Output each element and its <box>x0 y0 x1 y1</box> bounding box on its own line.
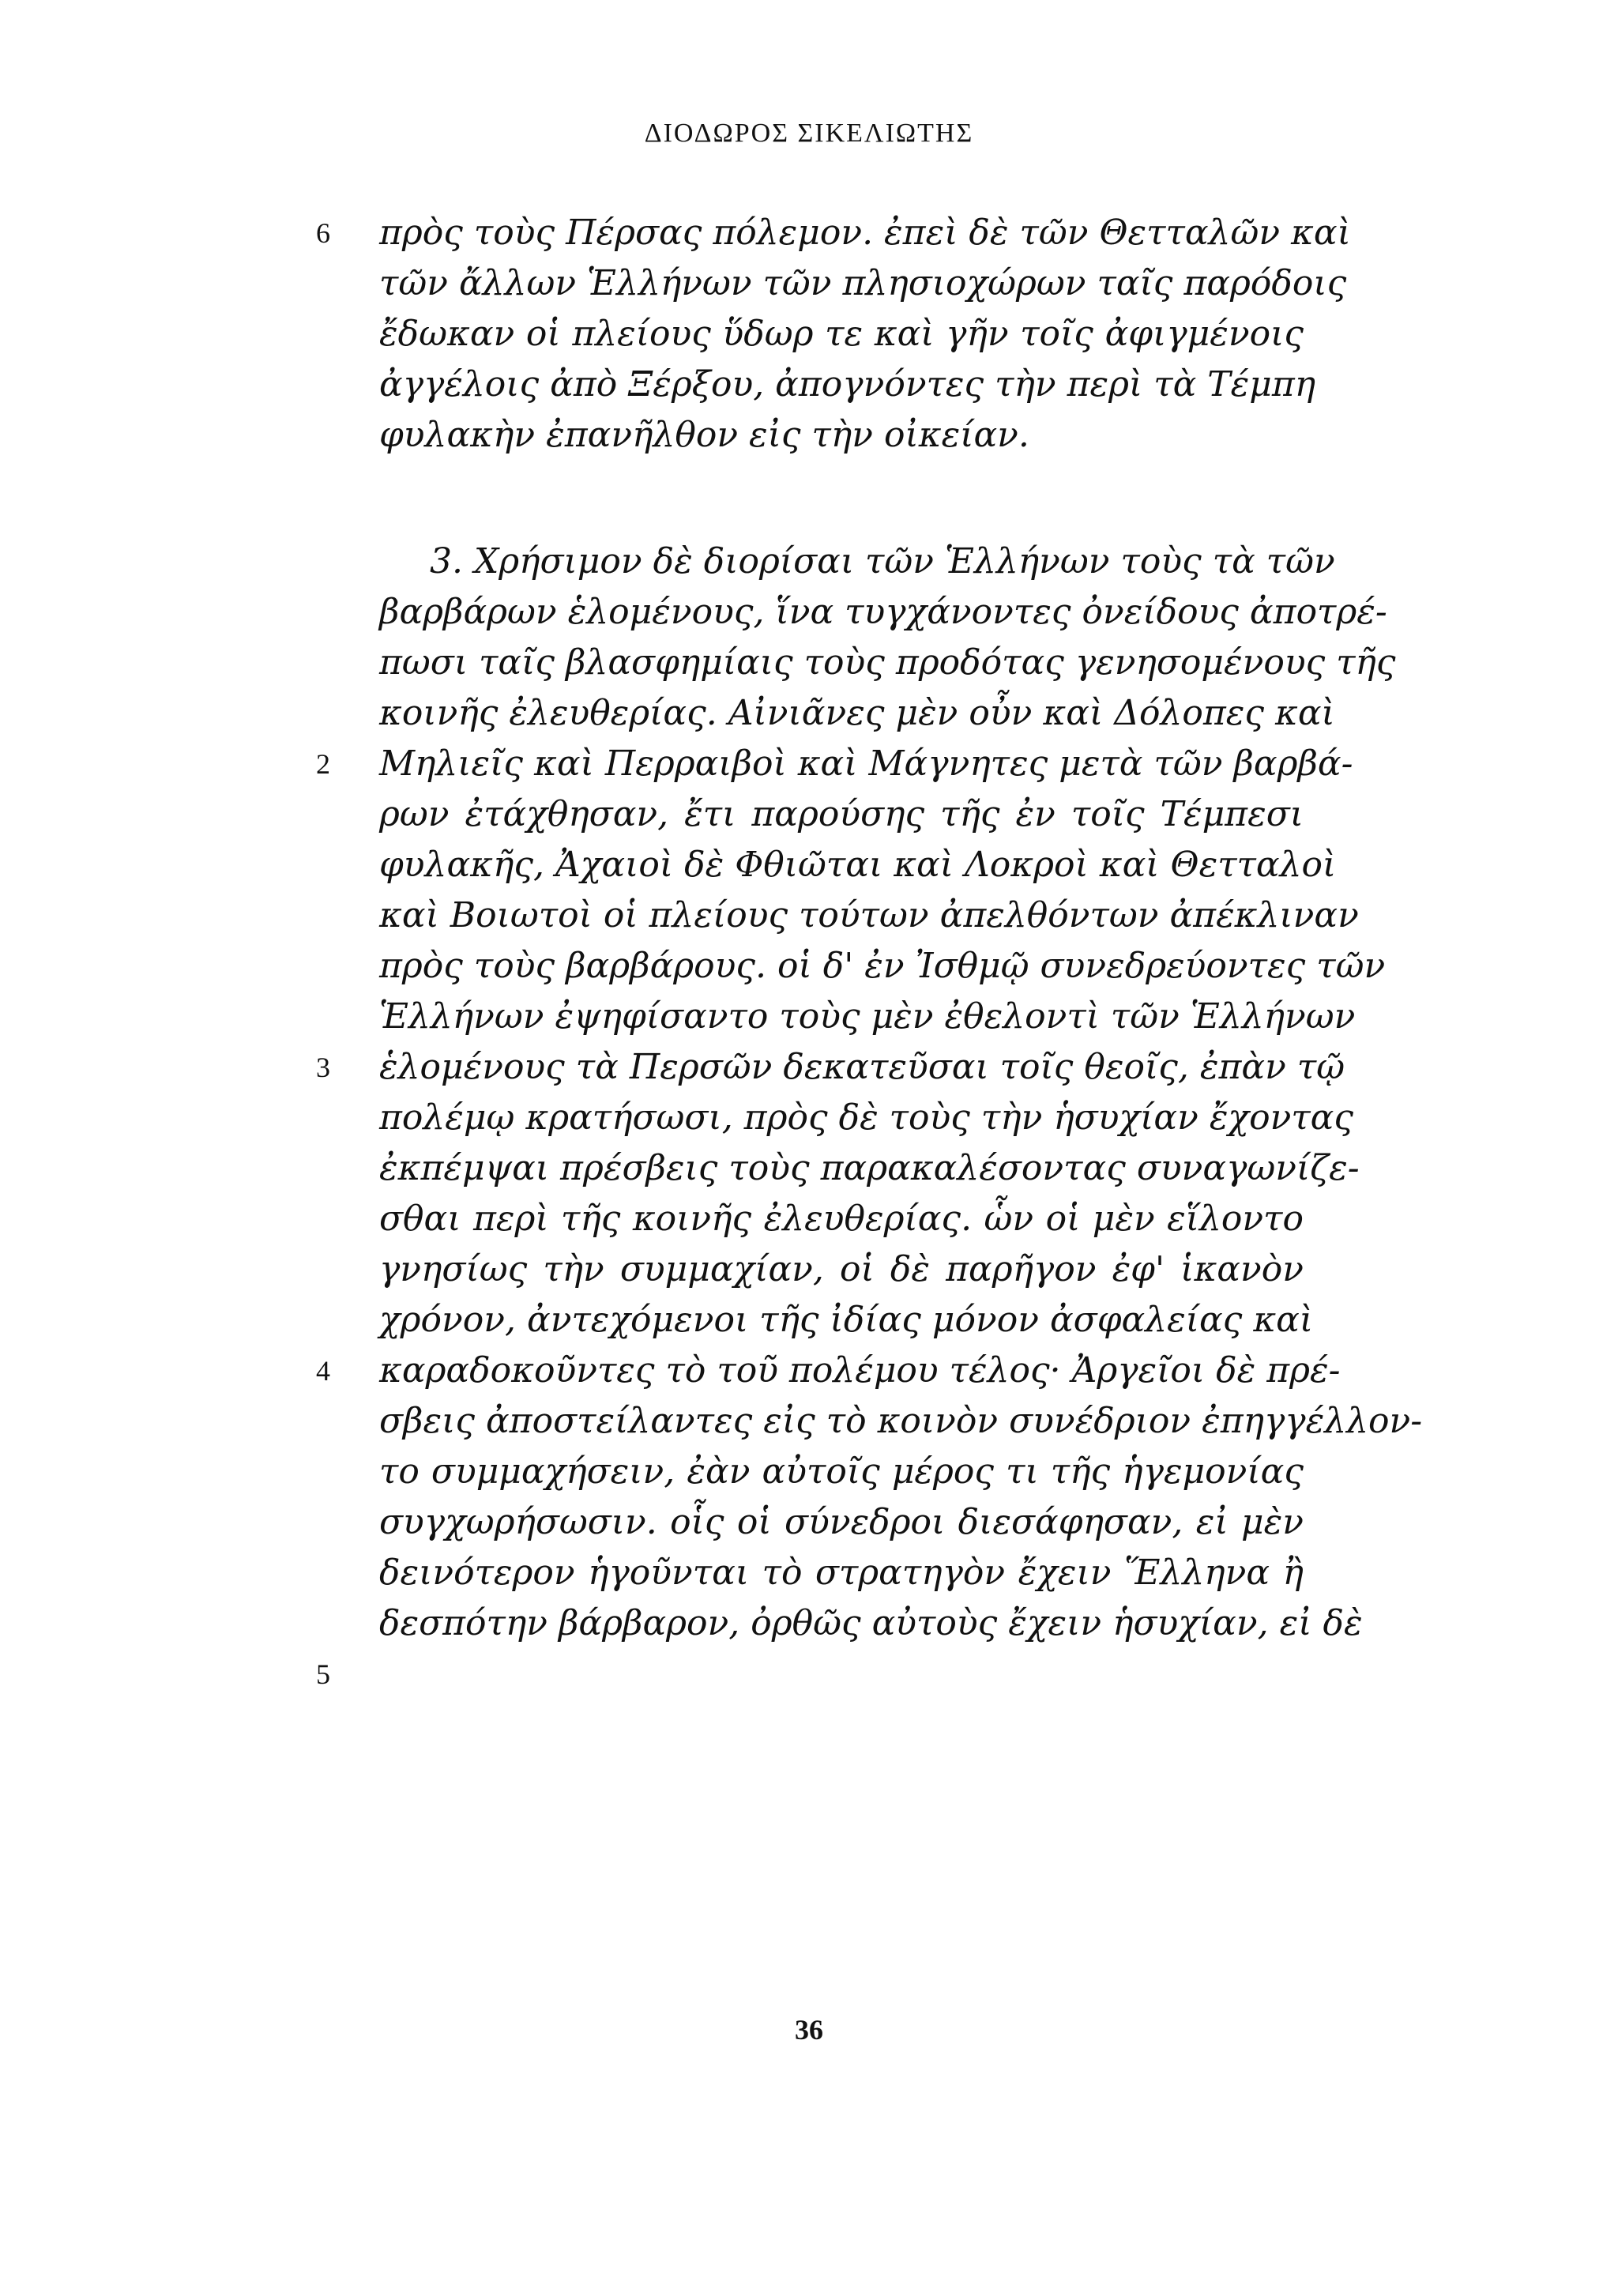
text-line: 3. Χρήσιμον δὲ διορίσαι τῶν Ἑλλήνων τοὺς τὰ τῶν <box>430 541 1335 582</box>
text-line: γνησίως τὴν συμμαχίαν, οἱ δὲ παρῆγον ἐφ' ἱκανὸν <box>379 1249 1304 1289</box>
text-line: πρὸς τοὺς Πέρσας πόλεμον. ἐπεὶ δὲ τῶν Θετταλῶν καὶ <box>379 213 1351 253</box>
margin-section-number: 5 <box>316 1658 330 1690</box>
text-line: χρόνον, ἀντεχόμενοι τῆς ἰδίας μόνον ἀσφαλείας καὶ <box>379 1300 1314 1340</box>
text-line: φυλακὴν ἐπανῆλθον εἰς τὴν οἰκείαν. <box>379 415 1029 455</box>
running-head: ΔΙΟΔΩΡΟΣ ΣΙΚΕΛΙΩΤΗΣ <box>644 119 974 148</box>
text-line: ἔδωκαν οἱ πλείους ὕδωρ τε καὶ γῆν τοῖς ἀφιγμένοις <box>379 314 1304 354</box>
margin-section-number: 6 <box>316 217 330 249</box>
text-line: ἑλομένους τὰ Περσῶν δεκατεῦσαι τοῖς θεοῖς, ἐπὰν τῷ <box>379 1047 1345 1087</box>
margin-section-number: 4 <box>316 1355 330 1387</box>
text-line: πολέμῳ κρατήσωσι, πρὸς δὲ τοὺς τὴν ἡσυχίαν ἔχοντας <box>379 1097 1354 1138</box>
text-line: ἐκπέμψαι πρέσβεις τοὺς παρακαλέσοντας συναγωνίζε- <box>379 1148 1360 1188</box>
text-line: ρων ἐτάχθησαν, ἔτι παρούσης τῆς ἐν τοῖς Τέμπεσι <box>379 794 1304 834</box>
text-line: κοινῆς ἐλευθερίας. Αἰνιᾶνες μὲν οὖν καὶ Δόλοπες καὶ <box>379 693 1335 733</box>
text-line: φυλακῆς, Ἀχαιοὶ δὲ Φθιῶται καὶ Λοκροὶ καὶ Θετταλοὶ <box>379 845 1337 885</box>
text-line: δεινότερον ἡγοῦνται τὸ στρατηγὸν ἔχειν Ἕλληνα ἢ <box>379 1553 1304 1593</box>
page-number: 36 <box>795 2014 823 2046</box>
text-line: δεσπότην βάρβαρον, ὀρθῶς αὐτοὺς ἔχειν ἡσυχίαν, εἰ δὲ <box>379 1603 1363 1643</box>
text-line: σβεις ἀποστείλαντες εἰς τὸ κοινὸν συνέδριον ἐπηγγέλλον- <box>379 1401 1423 1441</box>
text-line: καὶ Βοιωτοὶ οἱ πλείους τούτων ἀπελθόντων ἀπέκλιναν <box>379 895 1359 935</box>
text-line: βαρβάρων ἑλομένους, ἵνα τυγχάνοντες ὀνείδους ἀποτρέ- <box>379 592 1387 632</box>
text-line: ἀγγέλοις ἀπὸ Ξέρξου, ἀπογνόντες τὴν περὶ τὰ Τέμπη <box>379 364 1316 405</box>
text-line: Μηλιεῖς καὶ Περραιβοὶ καὶ Μάγνητες μετὰ τῶν βαρβά- <box>379 743 1353 784</box>
text-line: πωσι ταῖς βλασφημίαις τοὺς προδότας γενησομένους τῆς <box>379 642 1396 683</box>
text-line: το συμμαχήσειν, ἐὰν αὐτοῖς μέρος τι τῆς ἡγεμονίας <box>379 1451 1304 1492</box>
text-line: καραδοκοῦντες τὸ τοῦ πολέμου τέλος· Ἀργεῖοι δὲ πρέ- <box>379 1350 1341 1391</box>
text-line: σθαι περὶ τῆς κοινῆς ἐλευθερίας. ὧν οἱ μὲν εἵλοντο <box>379 1199 1304 1239</box>
text-line: συγχωρήσωσιν. οἷς οἱ σύνεδροι διεσάφησαν, εἰ μὲν <box>379 1502 1304 1542</box>
margin-section-number: 2 <box>316 748 330 780</box>
margin-section-number: 3 <box>316 1052 330 1083</box>
text-line: πρὸς τοὺς βαρβάρους. οἱ δ' ἐν Ἰσθμῷ συνεδρεύοντες τῶν <box>379 946 1386 986</box>
text-line: Ἑλλήνων ἐψηφίσαντο τοὺς μὲν ἐθελοντὶ τῶν Ἑλλήνων <box>379 996 1356 1037</box>
text-line: τῶν ἄλλων Ἑλλήνων τῶν πλησιοχώρων ταῖς παρόδοις <box>379 263 1347 303</box>
